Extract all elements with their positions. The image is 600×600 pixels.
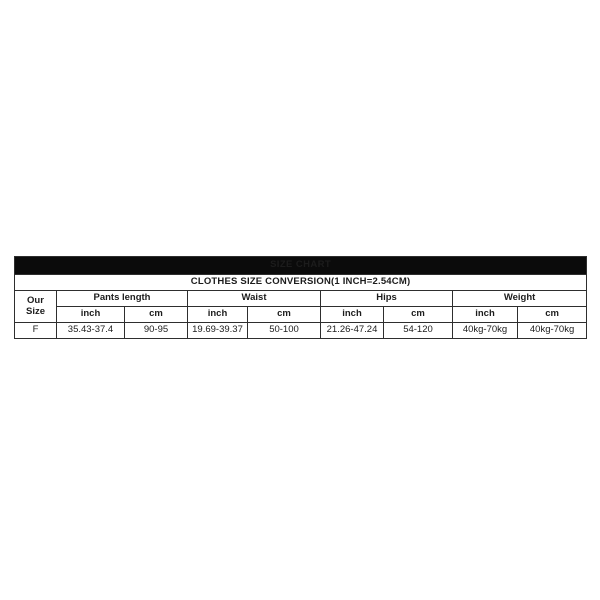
unit-weight-inch: inch bbox=[453, 307, 518, 323]
group-header-waist: Waist bbox=[188, 291, 321, 307]
our-size-line1: Our bbox=[27, 295, 44, 307]
unit-hips-inch: inch bbox=[321, 307, 384, 323]
size-chart-title: SIZE CHART bbox=[15, 257, 587, 275]
unit-header-row bbox=[15, 307, 587, 323]
weight-inch-value: 40kg-70kg bbox=[453, 323, 518, 339]
our-size-line2: Size bbox=[25, 305, 45, 317]
hips-cm-value: 54-120 bbox=[384, 323, 453, 339]
unit-pants-cm: cm bbox=[125, 307, 188, 323]
pants-length-inch-value: 35.43-37.4 bbox=[57, 323, 125, 339]
pants-length-cm-value: 90-95 bbox=[125, 323, 188, 339]
group-header-weight: Weight bbox=[453, 291, 587, 307]
group-header-row bbox=[15, 291, 587, 307]
our-size-header bbox=[15, 291, 57, 323]
group-header-pants-length: Pants length bbox=[57, 291, 188, 307]
size-value: F bbox=[15, 323, 57, 339]
subtitle-row bbox=[15, 275, 587, 291]
unit-weight-cm: cm bbox=[518, 307, 587, 323]
size-chart-table bbox=[14, 256, 587, 339]
unit-hips-cm: cm bbox=[384, 307, 453, 323]
title-row bbox=[15, 257, 587, 275]
unit-waist-cm: cm bbox=[248, 307, 321, 323]
unit-waist-inch: inch bbox=[188, 307, 248, 323]
waist-cm-value: 50-100 bbox=[248, 323, 321, 339]
group-header-hips: Hips bbox=[321, 291, 453, 307]
size-chart-subtitle: CLOTHES SIZE CONVERSION(1 INCH=2.54CM) bbox=[15, 275, 587, 291]
waist-inch-value: 19.69-39.37 bbox=[188, 323, 248, 339]
weight-cm-value: 40kg-70kg bbox=[518, 323, 587, 339]
table-row-size-f bbox=[15, 323, 587, 339]
hips-inch-value: 21.26-47.24 bbox=[321, 323, 384, 339]
unit-pants-inch: inch bbox=[57, 307, 125, 323]
